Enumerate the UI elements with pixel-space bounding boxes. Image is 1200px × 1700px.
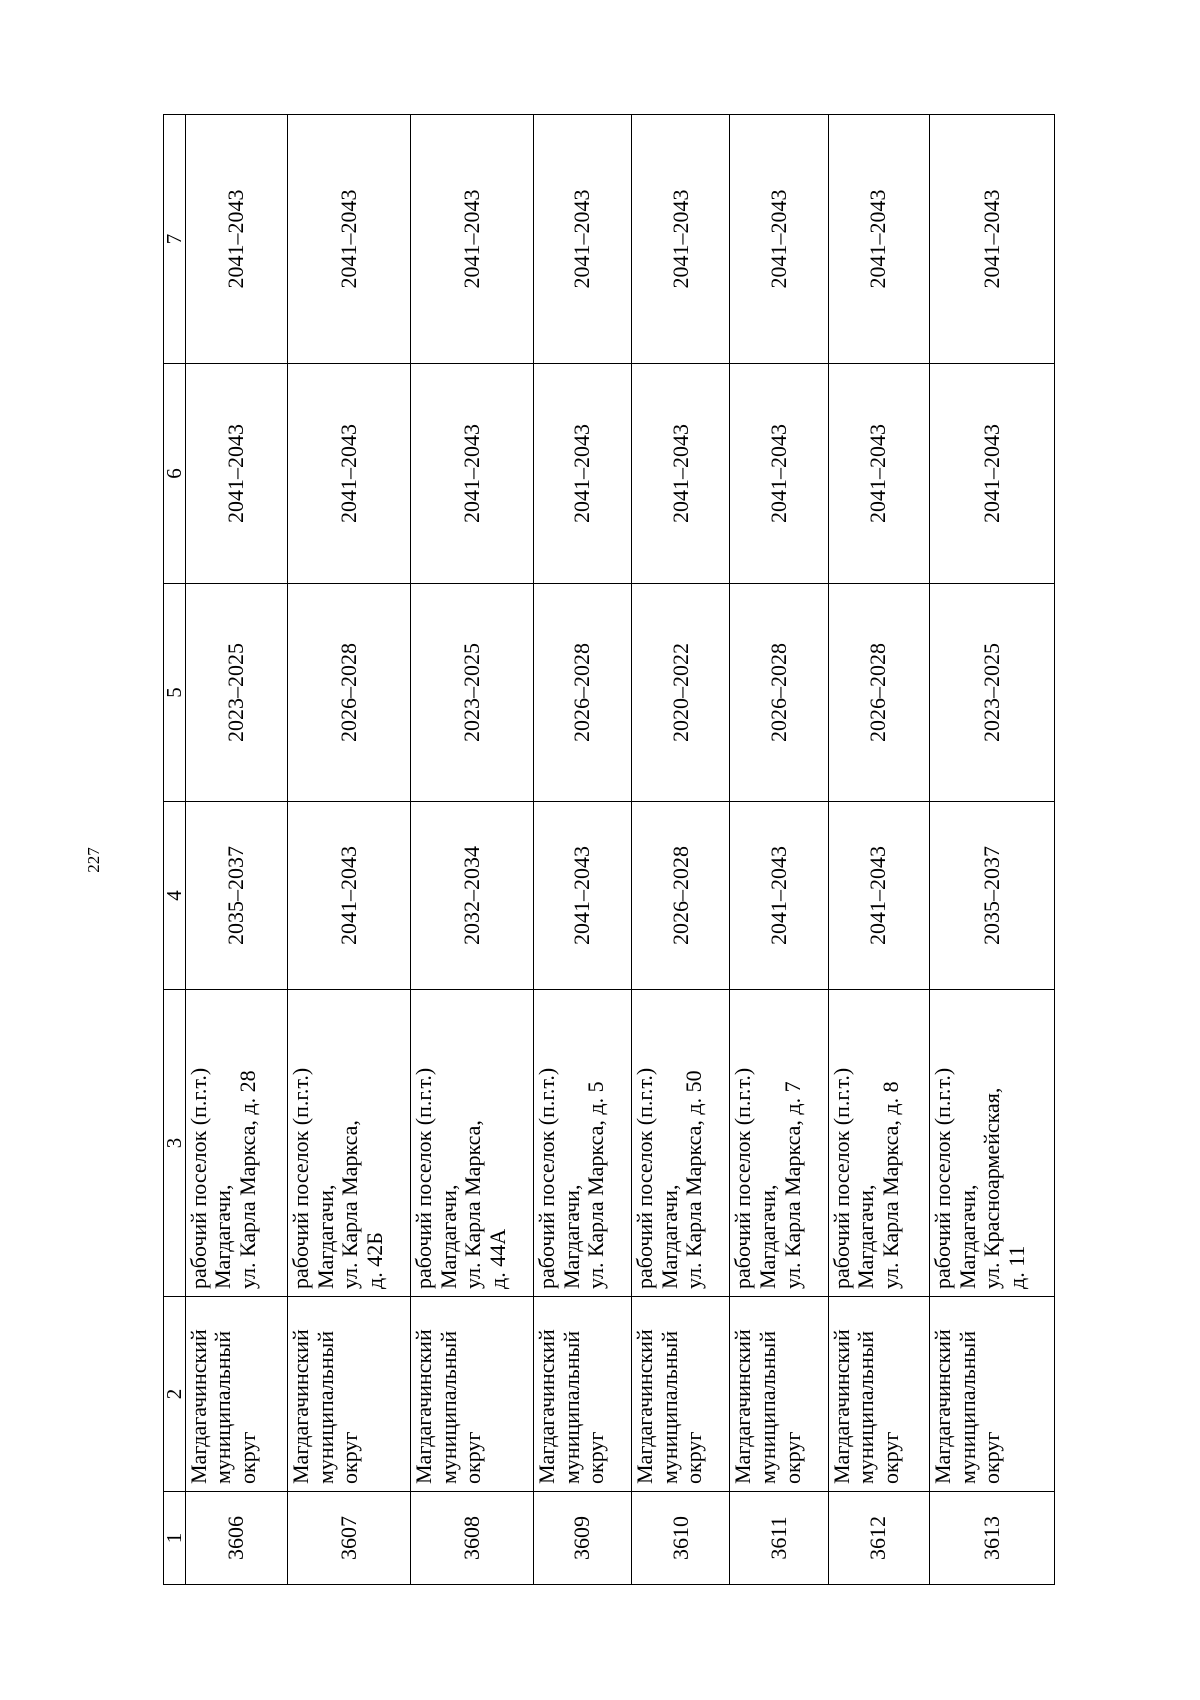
address-line: ул. Карла Маркса, д. 8: [877, 1081, 903, 1289]
period-cell-col5: 2023–2025: [411, 584, 534, 802]
district-cell: [411, 1297, 534, 1492]
district-line: округ: [460, 1431, 486, 1484]
address-line: рабочий поселок (п.г.т.): [534, 1067, 560, 1289]
period-cell-col6: 2041–2043: [730, 364, 828, 584]
address-line: д. 11: [1003, 1245, 1029, 1289]
district-cell: [929, 1297, 1054, 1492]
period-cell-col6: 2041–2043: [185, 364, 287, 584]
row-number-cell: 3606: [185, 1492, 287, 1585]
address-line: д. 42Б: [361, 1232, 387, 1289]
table-body: [164, 115, 1055, 1585]
district-cell: [185, 1297, 287, 1492]
period-cell-col7: 2041–2043: [929, 115, 1054, 364]
district-line: округ: [337, 1431, 363, 1484]
column-header: 2: [164, 1297, 186, 1492]
address-line: ул. Карла Маркса, д. 50: [681, 1070, 707, 1289]
district-line: муниципальный: [210, 1330, 236, 1484]
district-cell: [534, 1297, 632, 1492]
district-line: Магдагачинский: [185, 1329, 211, 1484]
address-line: ул. Карла Маркса,: [337, 1120, 363, 1289]
period-cell-col6: 2041–2043: [828, 364, 929, 584]
address-cell: [185, 990, 287, 1297]
district-line: Магдагачинский: [534, 1329, 560, 1484]
address-line: д. 44А: [484, 1228, 510, 1289]
district-line: муниципальный: [435, 1330, 461, 1484]
district-line: округ: [779, 1431, 805, 1484]
column-header: 5: [164, 584, 186, 802]
column-header: 4: [164, 802, 186, 990]
district-line: Магдагачинский: [632, 1329, 658, 1484]
district-line: округ: [877, 1431, 903, 1484]
period-cell-col5: 2026–2028: [730, 584, 828, 802]
district-line: Магдагачинский: [288, 1329, 314, 1484]
address-line: ул. Красноармейская,: [979, 1087, 1005, 1289]
address-line: ул. Карла Маркса, д. 7: [779, 1081, 805, 1289]
table-row: [730, 115, 828, 1585]
period-cell-col7: 2041–2043: [828, 115, 929, 364]
address-line: Магдагачи,: [558, 1184, 584, 1289]
row-number-cell: 3610: [632, 1492, 730, 1585]
table-row: [929, 115, 1054, 1585]
address-line: рабочий поселок (п.г.т.): [828, 1067, 854, 1289]
period-cell-col7: 2041–2043: [185, 115, 287, 364]
district-line: Магдагачинский: [929, 1329, 955, 1484]
column-header: 6: [164, 364, 186, 584]
address-line: рабочий поселок (п.г.т.): [185, 1067, 211, 1289]
address-line: Магдагачи,: [210, 1184, 236, 1289]
period-cell-col7: 2041–2043: [288, 115, 411, 364]
address-cell: [828, 990, 929, 1297]
district-line: муниципальный: [954, 1330, 980, 1484]
period-cell-col5: 2026–2028: [534, 584, 632, 802]
address-line: ул. Карла Маркса, д. 5: [583, 1081, 609, 1289]
table-row: [185, 115, 287, 1585]
district-line: муниципальный: [755, 1330, 781, 1484]
district-line: округ: [234, 1431, 260, 1484]
address-line: рабочий поселок (п.г.т.): [411, 1067, 437, 1289]
column-number-row: [164, 115, 186, 1585]
column-header: 7: [164, 115, 186, 364]
period-cell-col5: 2026–2028: [828, 584, 929, 802]
period-cell-col6: 2041–2043: [632, 364, 730, 584]
district-line: муниципальный: [312, 1330, 338, 1484]
row-number-cell: 3607: [288, 1492, 411, 1585]
row-number-cell: 3609: [534, 1492, 632, 1585]
row-number-cell: 3608: [411, 1492, 534, 1585]
table-row: [828, 115, 929, 1585]
period-cell-col5: 2023–2025: [929, 584, 1054, 802]
address-line: рабочий поселок (п.г.т.): [929, 1067, 955, 1289]
table-row: [411, 115, 534, 1585]
period-cell-col4: 2041–2043: [828, 802, 929, 990]
address-line: Магдагачи,: [755, 1184, 781, 1289]
district-cell: [288, 1297, 411, 1492]
address-line: рабочий поселок (п.г.т.): [288, 1067, 314, 1289]
period-cell-col4: 2026–2028: [632, 802, 730, 990]
column-header: 1: [164, 1492, 186, 1585]
district-line: округ: [681, 1431, 707, 1484]
district-line: округ: [583, 1431, 609, 1484]
period-cell-col5: 2023–2025: [185, 584, 287, 802]
period-cell-col4: 2032–2034: [411, 802, 534, 990]
period-cell-col6: 2041–2043: [534, 364, 632, 584]
column-header: 3: [164, 990, 186, 1297]
district-line: Магдагачинский: [411, 1329, 437, 1484]
table-row: [632, 115, 730, 1585]
address-line: рабочий поселок (п.г.т.): [730, 1067, 756, 1289]
period-cell-col4: 2041–2043: [730, 802, 828, 990]
address-line: ул. Карла Маркса, д. 28: [234, 1070, 260, 1289]
address-cell: [534, 990, 632, 1297]
address-cell: [632, 990, 730, 1297]
row-number-cell: 3613: [929, 1492, 1054, 1585]
address-line: Магдагачи,: [435, 1184, 461, 1289]
address-line: Магдагачи,: [656, 1184, 682, 1289]
period-cell-col5: 2020–2022: [632, 584, 730, 802]
period-cell-col7: 2041–2043: [534, 115, 632, 364]
housing-repair-table: [163, 114, 1055, 1585]
period-cell-col7: 2041–2043: [632, 115, 730, 364]
district-line: Магдагачинский: [828, 1329, 854, 1484]
district-cell: [632, 1297, 730, 1492]
table-row: [288, 115, 411, 1585]
address-line: Магдагачи,: [853, 1184, 879, 1289]
address-cell: [929, 990, 1054, 1297]
district-line: муниципальный: [656, 1330, 682, 1484]
period-cell-col6: 2041–2043: [929, 364, 1054, 584]
period-cell-col4: 2041–2043: [288, 802, 411, 990]
period-cell-col7: 2041–2043: [411, 115, 534, 364]
period-cell-col4: 2035–2037: [929, 802, 1054, 990]
district-line: муниципальный: [853, 1330, 879, 1484]
district-cell: [730, 1297, 828, 1492]
address-cell: [288, 990, 411, 1297]
row-number-cell: 3611: [730, 1492, 828, 1585]
table-row: [534, 115, 632, 1585]
period-cell-col6: 2041–2043: [288, 364, 411, 584]
row-number-cell: 3612: [828, 1492, 929, 1585]
period-cell-col5: 2026–2028: [288, 584, 411, 802]
address-cell: [411, 990, 534, 1297]
document-table-rotated: [163, 115, 1055, 1585]
address-line: ул. Карла Маркса,: [460, 1120, 486, 1289]
period-cell-col7: 2041–2043: [730, 115, 828, 364]
page-number: 227: [84, 847, 103, 873]
district-line: Магдагачинский: [730, 1329, 756, 1484]
address-line: Магдагачи,: [312, 1184, 338, 1289]
period-cell-col4: 2035–2037: [185, 802, 287, 990]
period-cell-col6: 2041–2043: [411, 364, 534, 584]
district-cell: [828, 1297, 929, 1492]
address-line: Магдагачи,: [954, 1184, 980, 1289]
district-line: округ: [979, 1431, 1005, 1484]
period-cell-col4: 2041–2043: [534, 802, 632, 990]
address-cell: [730, 990, 828, 1297]
district-line: муниципальный: [558, 1330, 584, 1484]
address-line: рабочий поселок (п.г.т.): [632, 1067, 658, 1289]
